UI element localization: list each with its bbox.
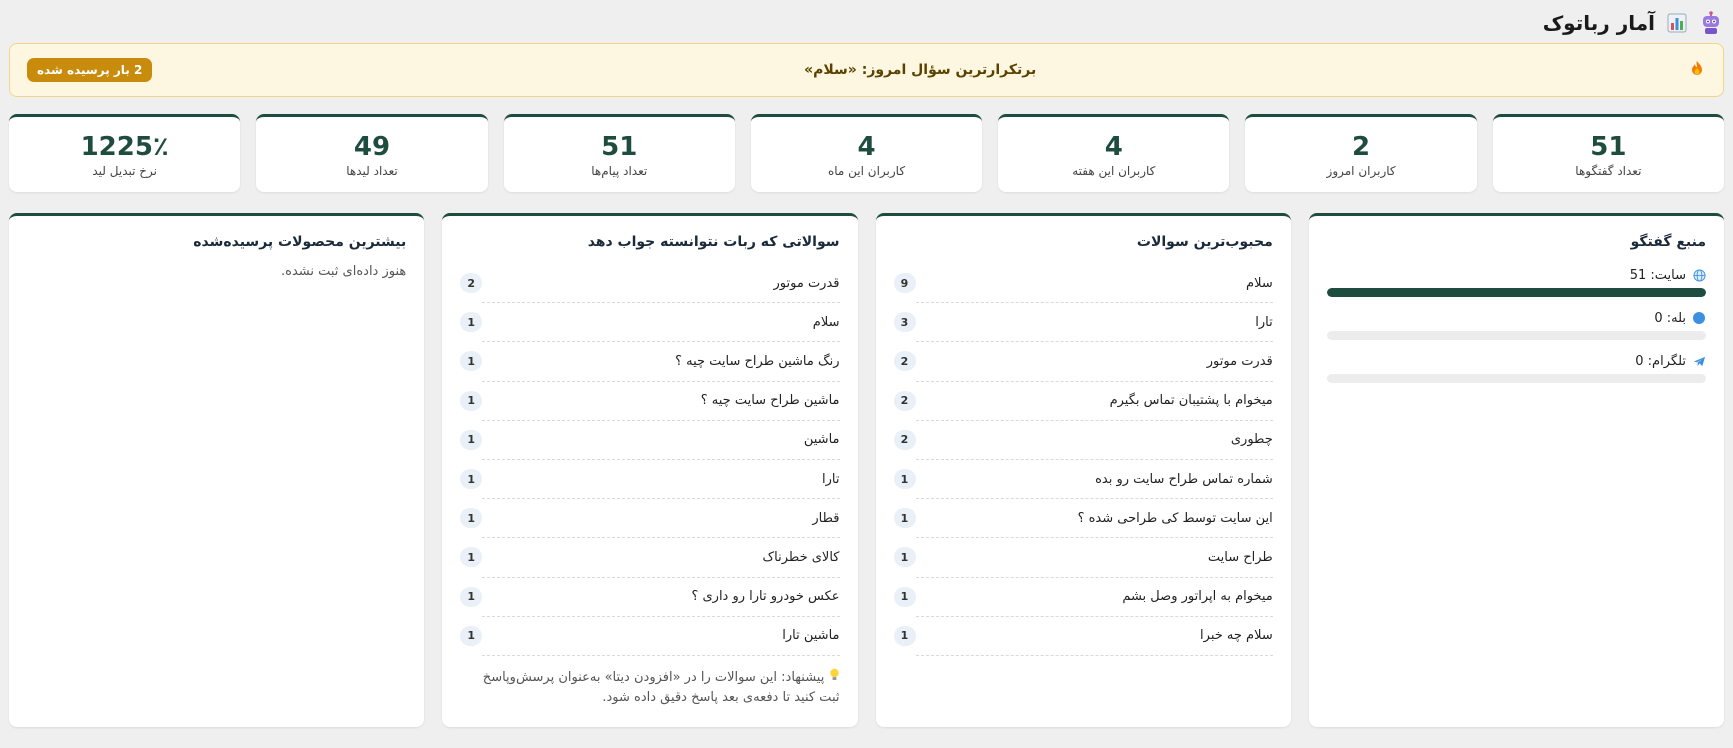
question-text: چطوری: [1230, 432, 1273, 448]
list-item: [467, 538, 840, 577]
card-title: منبع گفتگو: [1630, 234, 1706, 250]
list-item: [467, 460, 840, 499]
stat-label: کاربران امروز: [1326, 163, 1396, 178]
stat-label: کاربران این ماه: [827, 163, 906, 178]
source-label: تلگرام: 0: [1635, 353, 1686, 369]
count-badge: 3: [894, 312, 916, 332]
stat-value: 4: [1104, 132, 1123, 163]
count-badge: 1: [460, 587, 482, 607]
top-question-text: برتکرارترین سؤال امروز: «سلام»: [804, 62, 1037, 78]
count-badge: 1: [460, 391, 482, 411]
list-item: [467, 382, 840, 421]
stat-value: 51: [601, 132, 638, 163]
unanswered-questions-card: [442, 213, 857, 727]
source-bar: [1327, 374, 1706, 383]
stat-label: تعداد پیام‌ها: [591, 163, 648, 178]
lightbulb-icon: [824, 670, 839, 685]
list-item: [900, 578, 1273, 617]
card-title: محبوب‌ترین سوالات: [1136, 234, 1273, 250]
list-item: [900, 342, 1273, 381]
count-badge: 2: [894, 351, 916, 371]
stat-card-messages: [504, 114, 735, 192]
count-badge: 1: [460, 469, 482, 489]
count-badge: 1: [894, 587, 916, 607]
count-badge: 1: [460, 508, 482, 528]
stat-label: تعداد لیدها: [346, 163, 398, 178]
question-text: سلام: [1246, 275, 1273, 291]
cards-row: [9, 213, 1724, 727]
list-item: [900, 460, 1273, 499]
stat-label: نرخ تبدیل لید: [92, 163, 157, 178]
list-item: [467, 578, 840, 617]
count-badge: 2: [894, 391, 916, 411]
stats-row: [9, 114, 1724, 192]
empty-state-text: هنوز داده‌ای ثبت نشده.: [281, 264, 407, 279]
ask-count-badge: 2 بار پرسیده شده: [27, 58, 152, 82]
count-badge: 1: [460, 351, 482, 371]
plane-icon: [1692, 354, 1706, 368]
page-title: آمار رباتوک: [1542, 11, 1655, 35]
unanswered-questions-list: [460, 264, 839, 656]
stat-value: 2: [1352, 132, 1371, 163]
count-badge: 2: [460, 273, 482, 293]
source-item-bale: [1327, 309, 1706, 340]
count-badge: 2: [894, 430, 916, 450]
bar-chart-icon: [1665, 11, 1689, 35]
stat-value: 4: [857, 132, 876, 163]
list-item: [467, 499, 840, 538]
list-item: [467, 617, 840, 656]
question-text: تارا: [1255, 314, 1273, 330]
stat-card-users-today: [1245, 114, 1476, 192]
fire-icon: [1688, 60, 1706, 80]
stat-card-leads: [256, 114, 487, 192]
count-badge: 1: [460, 312, 482, 332]
question-text: طراح سایت: [1207, 549, 1273, 565]
robot-icon: [1699, 11, 1723, 35]
source-label: سایت: 51: [1629, 267, 1686, 283]
card-title: سوالاتی که ربات نتوانسته جواب دهد: [587, 234, 840, 250]
list-item: [467, 421, 840, 460]
list-item: [900, 617, 1273, 656]
list-item: [467, 342, 840, 381]
hint-text: پیشنهاد: این سوالات را در «افزودن دیتا» به‌عنوان پرسش‌وپاسخ ثبت کنید تا دفعه‌ی بعد پاسخ دقیق داده شود.: [482, 669, 840, 705]
stat-card-users-week: [998, 114, 1229, 192]
source-label: بله: 0: [1654, 310, 1686, 326]
question-text: ماشین: [803, 432, 840, 448]
stat-value: 1225٪: [80, 132, 169, 163]
stat-card-lead-conversion: [9, 114, 240, 192]
list-item: [900, 303, 1273, 342]
list-item: [467, 264, 840, 303]
question-text: قطار: [812, 510, 840, 526]
count-badge: 9: [894, 273, 916, 293]
stat-label: کاربران این هفته: [1072, 163, 1156, 178]
question-text: کالای خطرناک: [762, 549, 840, 565]
popular-questions-card: [876, 213, 1291, 727]
suggestion-hint: [460, 668, 839, 708]
question-text: قدرت موتور: [1206, 353, 1273, 369]
stat-value: 51: [1590, 132, 1627, 163]
source-card: [1309, 213, 1724, 727]
question-text: قدرت موتور: [773, 275, 840, 291]
question-text: سلام: [812, 314, 840, 330]
question-text: میخوام با پشتیبان تماس بگیرم: [1109, 393, 1273, 409]
list-item: [900, 264, 1273, 303]
source-bar-fill: [1327, 288, 1706, 297]
list-item: [900, 538, 1273, 577]
popular-questions-list: [894, 264, 1273, 656]
question-text: ماشین طراح سایت چیه ؟: [700, 393, 840, 409]
question-text: ماشین تارا: [782, 628, 840, 644]
list-item: [467, 303, 840, 342]
count-badge: 1: [894, 547, 916, 567]
question-text: عکس خودرو تارا رو داری ؟: [691, 589, 840, 605]
source-item-site: [1327, 266, 1706, 297]
list-item: [900, 499, 1273, 538]
globe-icon: [1692, 268, 1706, 282]
source-item-telegram: [1327, 352, 1706, 383]
count-badge: 1: [460, 547, 482, 567]
top-products-card: [9, 213, 424, 727]
count-badge: 1: [894, 508, 916, 528]
source-bar: [1327, 288, 1706, 297]
card-title: بیشترین محصولات پرسیده‌شده: [193, 234, 407, 250]
list-item: [900, 382, 1273, 421]
question-text: تارا: [822, 471, 840, 487]
stat-label: تعداد گفتگوها: [1575, 163, 1642, 178]
question-text: شماره تماس طراح سایت رو بده: [1095, 471, 1273, 487]
stat-value: 49: [353, 132, 391, 163]
question-text: رنگ ماشین طراح سایت چیه ؟: [675, 353, 840, 369]
list-item: [900, 421, 1273, 460]
count-badge: 1: [894, 469, 916, 489]
question-text: میخوام به اپراتور وصل بشم: [1122, 589, 1273, 605]
stat-card-users-month: [751, 114, 982, 192]
count-badge: 1: [894, 626, 916, 646]
question-text: این سایت توسط کی طراحی شده ؟: [1077, 510, 1273, 526]
blue-dot-icon: [1692, 311, 1706, 325]
page-header: [1543, 10, 1723, 36]
count-badge: 1: [460, 430, 482, 450]
question-text: سلام چه خبرا: [1200, 628, 1273, 644]
count-badge: 1: [460, 626, 482, 646]
top-question-banner: [9, 43, 1724, 97]
source-bar: [1327, 331, 1706, 340]
stat-card-conversations: [1493, 114, 1724, 192]
